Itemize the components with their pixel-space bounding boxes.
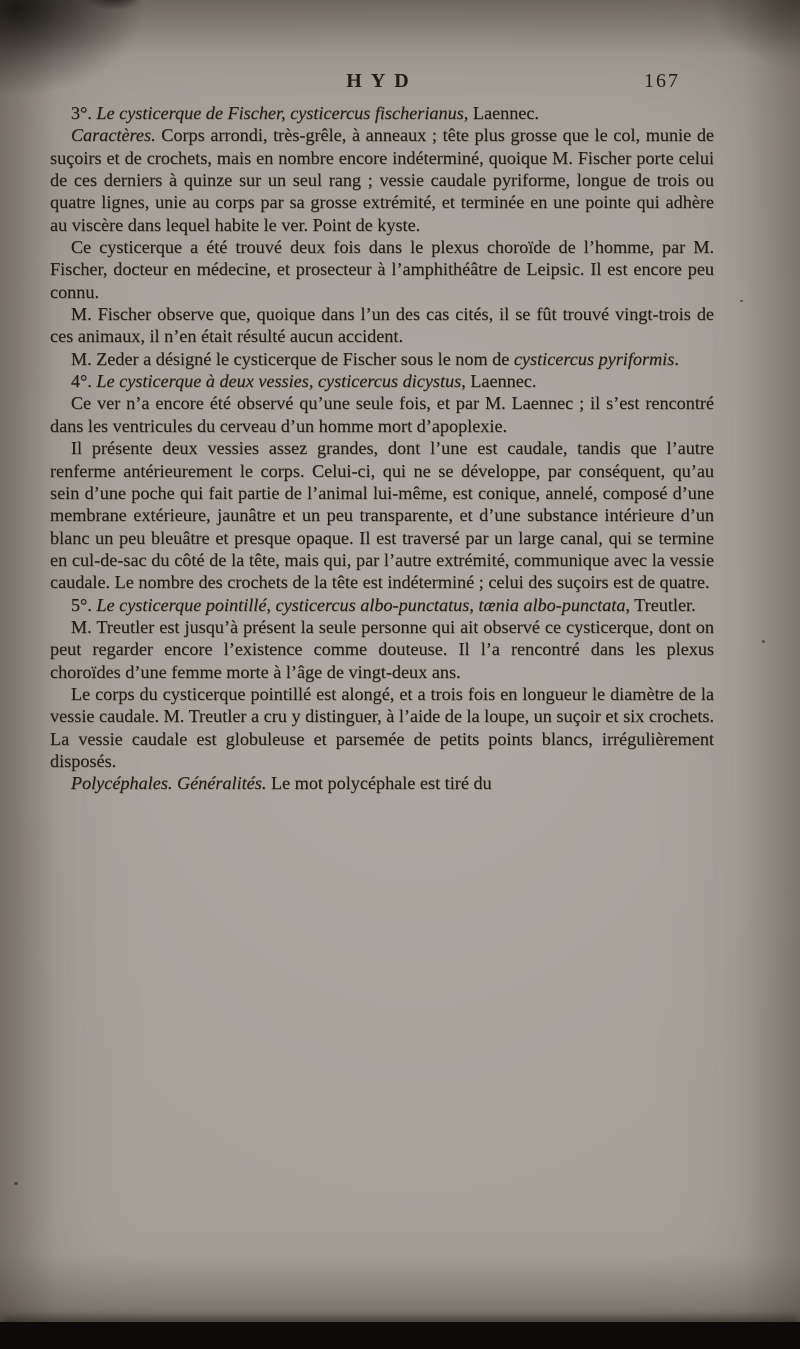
paragraph-segment: Laennec. xyxy=(468,103,539,123)
paragraph-segment: 4°. xyxy=(70,371,97,392)
paragraph xyxy=(50,303,714,348)
scan-bottom-bar xyxy=(0,1322,800,1349)
paragraph xyxy=(50,594,714,616)
paragraph-segment-italic: Caractères. xyxy=(70,125,156,146)
paragraph-segment-italic: Le cysticerque de Fischer, cysticercus fischerianus, xyxy=(96,103,469,123)
paragraph-segment: M. Treutler est jusqu’à présent la seule personne qui ait observé ce cysticerque, dont on peut regarder encore l’existence comme douteuse. Il l’a rencontré dans les plexus choroïdes d’une femme morte à l’âge de vingt-deux ans. xyxy=(50,616,714,682)
paragraph-segment: Le corps du cysticerque pointillé est alongé, et a trois fois en longueur le diamètre de la vessie caudale. M. Treutler a cru y distinguer, à l’aide de la loupe, un suçoir et six crochets. La vessie caudale est globuleuse et parsemée de petits points blancs, irrégulièrement disposés. xyxy=(50,683,714,771)
page-text-body xyxy=(50,102,714,795)
page-stain-top-edge xyxy=(84,0,144,10)
paragraph-segment: Ce cysticerque a été trouvé deux fois dans le plexus choroïde de l’homme, par M. Fischer, docteur en médecine, et prosecteur à l’amphithéâtre de Leipsic. Il est encore peu connu. xyxy=(50,237,714,302)
paragraph-segment: 5°. xyxy=(70,594,97,615)
paragraph xyxy=(50,772,714,794)
paragraph xyxy=(50,616,714,683)
paragraph-segment: M. Zeder a désigné le cysticerque de Fischer sous le nom de xyxy=(70,348,514,369)
paragraph-segment-italic: Le cysticerque à deux vessies, cysticercus dicystus xyxy=(96,371,462,392)
paper-speck xyxy=(740,300,743,302)
paper-speck xyxy=(14,1182,18,1185)
paragraph-segment-italic: cysticercus pyriformis xyxy=(513,348,675,369)
paragraph-segment: , Treutler. xyxy=(625,594,696,615)
paragraph xyxy=(50,392,714,437)
paragraph-segment: Le mot polycéphale est tiré du xyxy=(266,773,492,794)
paragraph-segment: , Laennec. xyxy=(461,371,537,392)
paragraph xyxy=(50,348,714,370)
paragraph xyxy=(50,102,714,124)
paragraph xyxy=(50,683,714,772)
paragraph-segment: M. Fischer observe que, quoique dans l’un des cas cités, il se fût trouvé vingt-trois de ces animaux, il n’en était résulté aucun accident. xyxy=(50,304,714,347)
page-content xyxy=(50,70,714,795)
paragraph-segment: Il présente deux vessies assez grandes, dont l’une est caudale, tandis que l’autre renferme antérieurement le corps. Celui-ci, qui ne se développe, par conséquent, qu’au sein d’une poche qui fait partie de l’animal lui-même, est conique, annelé, composé d’une membrane extérieure, jaunâtre et un peu transparente, et d’une substance intérieure d’un blanc un peu bleuâtre et presque opaque. Il est traversé par un large canal, qui se termine en cul-de-sac du côté de la tête, mais qui, par l’autre extrémité, communique avec la vessie caudale. Le nombre des crochets de la tête est indéterminé ; celui des suçoirs est de quatre. xyxy=(50,438,714,593)
paragraph xyxy=(50,124,714,236)
page-number: 167 xyxy=(644,70,680,92)
paragraph-segment-italic: Polycéphales. Généralités. xyxy=(70,773,267,794)
page-header xyxy=(50,70,714,100)
paragraph-segment-italic: Le cysticerque pointillé, cysticercus albo-punctatus, tænia albo-punctata xyxy=(96,594,626,615)
paper-speck xyxy=(762,640,765,643)
running-title: HYD xyxy=(346,70,418,92)
paragraph xyxy=(50,437,714,593)
paragraph-segment: 3°. xyxy=(70,103,97,123)
paragraph-segment: . xyxy=(674,348,679,369)
paragraph-segment: Ce ver n’a encore été observé qu’une seule fois, et par M. Laennec ; il s’est rencontré dans les ventricules du cerveau d’un homme mort d’apoplexie. xyxy=(50,393,714,436)
paragraph xyxy=(50,370,714,392)
paragraph xyxy=(50,236,714,303)
paragraph-segment: Corps arrondi, très-grêle, à anneaux ; tête plus grosse que le col, munie de suçoirs et de crochets, mais en nombre encore indéterminé, quoique M. Fischer porte celui de ces derniers à quinze sur un seul rang ; vessie caudale pyriforme, longue de trois ou quatre lignes, unie au corps par sa grosse extrémité, et terminée en une pointe qui adhère au viscère dans lequel habite le ver. Point de kyste. xyxy=(50,125,714,235)
page-shade-top-right xyxy=(710,0,800,70)
